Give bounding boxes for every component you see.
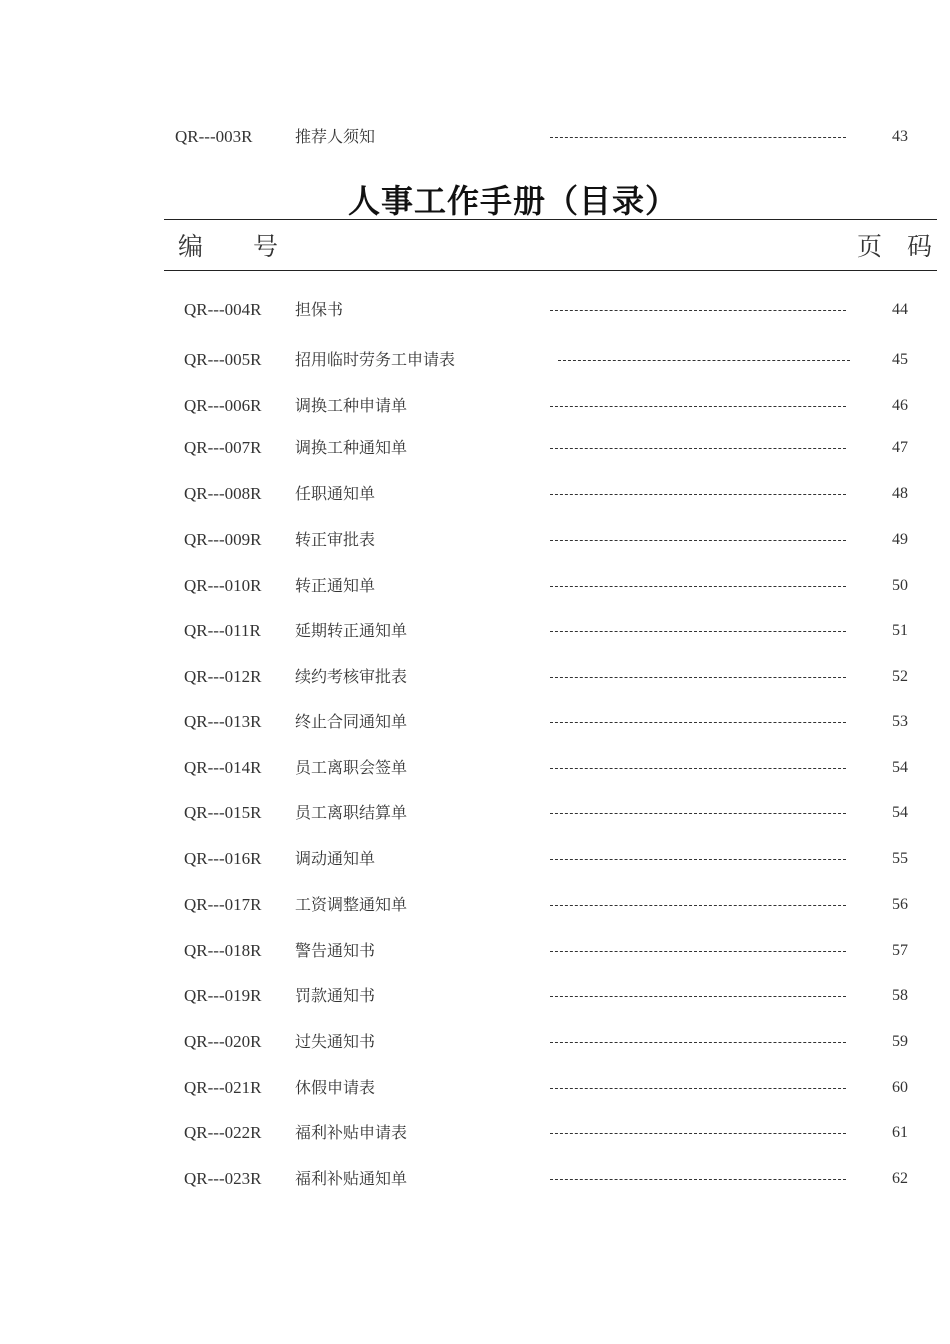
entry-page: 50 (892, 577, 908, 594)
dot-leader (550, 448, 846, 449)
dot-leader (550, 905, 846, 906)
entry-code: QR---017R (184, 895, 262, 914)
page-title: 人事工作手册（目录） (348, 182, 679, 220)
dot-leader (550, 310, 846, 311)
entry-name: 调换工种申请单 (295, 396, 408, 415)
entry-code: QR---018R (184, 941, 262, 960)
entry-code: QR---008R (184, 484, 262, 503)
dot-leader (550, 137, 846, 138)
toc-row (0, 709, 950, 735)
entry-page: 44 (892, 301, 908, 318)
entry-code: QR---019R (184, 986, 262, 1005)
entry-page: 48 (892, 485, 908, 502)
toc-row (0, 846, 950, 872)
dot-leader (550, 586, 846, 587)
dot-leader (550, 1088, 846, 1089)
dot-leader (550, 677, 846, 678)
entry-page: 46 (892, 397, 908, 414)
toc-row (0, 573, 950, 599)
dot-leader (550, 996, 846, 997)
dot-leader (550, 1042, 846, 1043)
entry-page: 54 (892, 804, 908, 821)
entry-code: QR---015R (184, 803, 262, 822)
toc-row (0, 800, 950, 826)
toc-row (0, 393, 950, 419)
dot-leader (550, 1133, 846, 1134)
header-page-label: 页 码 (857, 232, 933, 261)
entry-page: 62 (892, 1170, 908, 1187)
entry-page: 47 (892, 439, 908, 456)
entry-page: 49 (892, 531, 908, 548)
toc-row (0, 618, 950, 644)
dot-leader (550, 722, 846, 723)
entry-name: 转正通知单 (295, 576, 376, 595)
toc-row (0, 527, 950, 553)
entry-code: QR---016R (184, 849, 262, 868)
entry-page: 55 (892, 850, 908, 867)
entry-code: QR---006R (184, 396, 262, 415)
entry-code: QR---007R (184, 438, 262, 457)
dot-leader (550, 1179, 846, 1180)
dot-leader (558, 360, 850, 361)
toc-row (0, 124, 950, 150)
entry-page: 43 (892, 128, 908, 145)
entry-name: 罚款通知书 (295, 986, 376, 1005)
toc-row (0, 1166, 950, 1192)
toc-row (0, 664, 950, 690)
toc-row (0, 347, 950, 373)
dot-leader (550, 631, 846, 632)
entry-name: 员工离职结算单 (295, 803, 408, 822)
toc-row (0, 1029, 950, 1055)
entry-code: QR---013R (184, 712, 262, 731)
entry-page: 59 (892, 1033, 908, 1050)
entry-page: 58 (892, 987, 908, 1004)
dot-leader (550, 859, 846, 860)
entry-page: 51 (892, 622, 908, 639)
entry-code: QR---014R (184, 758, 262, 777)
entry-code: QR---021R (184, 1078, 262, 1097)
entry-page: 56 (892, 896, 908, 913)
entry-name: 调动通知单 (295, 849, 376, 868)
header-bottom-rule (164, 270, 937, 271)
dot-leader (550, 494, 846, 495)
entry-name: 福利补贴申请表 (295, 1123, 408, 1142)
toc-row (0, 1075, 950, 1101)
entry-name: 福利补贴通知单 (295, 1169, 408, 1188)
toc-row (0, 892, 950, 918)
entry-page: 53 (892, 713, 908, 730)
entry-code: QR---004R (184, 300, 262, 319)
entry-page: 61 (892, 1124, 908, 1141)
entry-name: 推荐人须知 (295, 127, 376, 146)
entry-page: 57 (892, 942, 908, 959)
dot-leader (550, 813, 846, 814)
entry-name: 工资调整通知单 (295, 895, 408, 914)
toc-row (0, 481, 950, 507)
entry-name: 延期转正通知单 (295, 621, 408, 640)
entry-code: QR---020R (184, 1032, 262, 1051)
entry-code: QR---010R (184, 576, 262, 595)
entry-name: 续约考核审批表 (295, 667, 408, 686)
toc-row (0, 297, 950, 323)
dot-leader (550, 406, 846, 407)
entry-code: QR---009R (184, 530, 262, 549)
entry-name: 任职通知单 (295, 484, 376, 503)
entry-code: QR---012R (184, 667, 262, 686)
toc-row (0, 983, 950, 1009)
entry-name: 过失通知书 (295, 1032, 376, 1051)
header-top-rule (164, 219, 937, 220)
entry-code: QR---022R (184, 1123, 262, 1142)
entry-name: 调换工种通知单 (295, 438, 408, 457)
entry-code: QR---005R (184, 350, 262, 369)
entry-name: 担保书 (295, 300, 344, 319)
entry-name: 招用临时劳务工申请表 (295, 350, 456, 369)
entry-code: QR---011R (184, 621, 261, 640)
entry-page: 54 (892, 759, 908, 776)
entry-page: 45 (892, 351, 908, 368)
entry-page: 52 (892, 668, 908, 685)
toc-row (0, 755, 950, 781)
dot-leader (550, 768, 846, 769)
entry-code: QR---003R (175, 127, 253, 146)
entry-name: 休假申请表 (295, 1078, 376, 1097)
header-number-label: 编 号 (178, 232, 279, 261)
entry-name: 终止合同通知单 (295, 712, 408, 731)
toc-row (0, 938, 950, 964)
entry-name: 员工离职会签单 (295, 758, 408, 777)
dot-leader (550, 951, 846, 952)
entry-name: 转正审批表 (295, 530, 376, 549)
toc-row (0, 435, 950, 461)
entry-page: 60 (892, 1079, 908, 1096)
entry-name: 警告通知书 (295, 941, 376, 960)
toc-row (0, 1120, 950, 1146)
dot-leader (550, 540, 846, 541)
entry-code: QR---023R (184, 1169, 262, 1188)
